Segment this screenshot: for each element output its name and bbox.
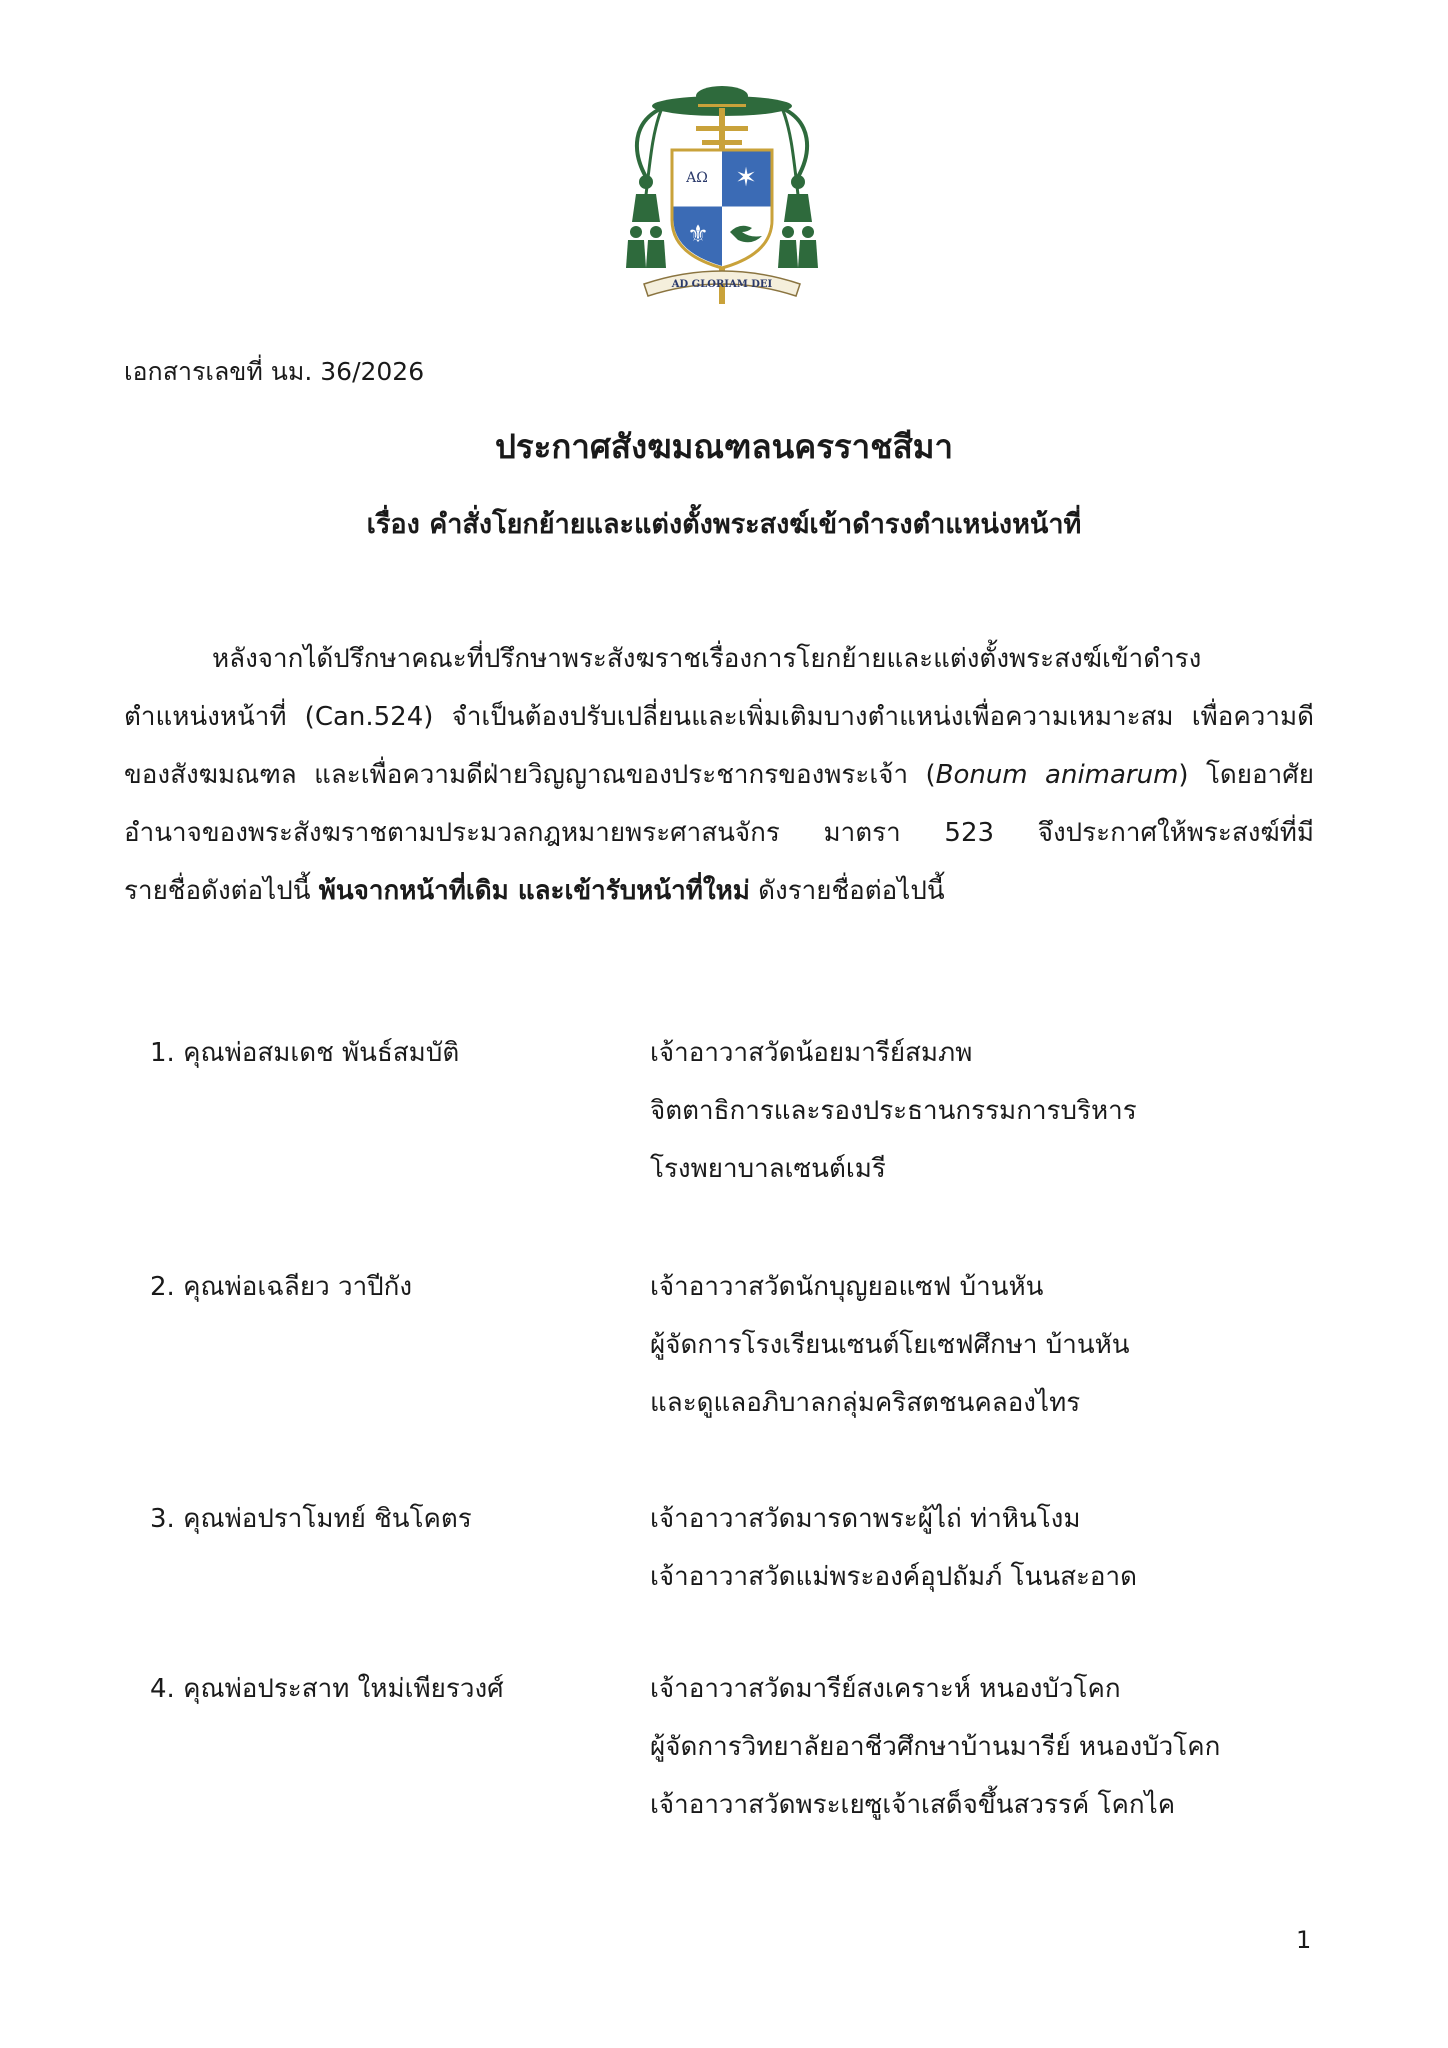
star-icon: ✶ [735,163,757,193]
priest-name: 4. คุณพ่อประสาท ใหม่เพียรวงศ์ [150,1674,504,1704]
role-line: ผู้จัดการโรงเรียนเซนต์โยเซฟศึกษา บ้านหัน [650,1330,1130,1360]
role-list [650,1490,1137,1606]
priest-name: 3. คุณพ่อปราโมทย์ ชินโคตร [150,1504,472,1534]
role-line: โรงพยาบาลเซนต์เมรี [650,1154,886,1184]
priest-name: 1. คุณพ่อสมเดช พันธ์สมบัติ [150,1038,460,1068]
role-line: เจ้าอาวาสวัดนักบุญยอแซฟ บ้านหัน [650,1272,1044,1302]
priest-name: 2. คุณพ่อเฉลียว วาปีกัง [150,1272,413,1302]
body-line-5: รายชื่อดังต่อไปนี้ พ้นจากหน้าที่เดิม และเข้ารับหน้าที่ใหม่ ดังรายชื่อต่อไปนี้ [124,876,945,906]
latin-term: Bonum animarum [935,760,1179,790]
body-paragraph [124,630,1314,920]
alpha-omega-text: AΩ [686,170,708,186]
bold-phrase: พ้นจากหน้าที่เดิม และเข้ารับหน้าที่ใหม่ [318,876,750,906]
role-line: จิตตาธิการและรองประธานกรรมการบริหาร [650,1096,1137,1126]
motto-text: AD GLORIAM DEI [671,279,773,290]
page-title: ประกาศสังฆมณฑลนครราชสีมา [494,427,954,466]
role-list [650,1660,1220,1834]
role-line: เจ้าอาวาสวัดแม่พระองค์อุปถัมภ์ โนนสะอาด [650,1562,1138,1592]
body-line-1: หลังจากได้ปรึกษาคณะที่ปรึกษาพระสังฆราชเรื่องการโยกย้ายและแต่งตั้งพระสงฆ์เข้าดำรง [212,644,1202,674]
fleur-de-lis-icon: ⚜ [687,220,709,248]
role-line: เจ้าอาวาสวัดมารดาพระผู้ไถ่ ท่าหินโงม [650,1504,1081,1534]
role-line: เจ้าอาวาสวัดพระเยซูเจ้าเสด็จขึ้นสวรรค์ โคกไค [650,1790,1176,1820]
document-number: เอกสารเลขที่ นม. 36/2026 [124,357,425,386]
role-line: เจ้าอาวาสวัดน้อยมารีย์สมภพ [650,1038,973,1068]
role-line: ผู้จัดการวิทยาลัยอาชีวศึกษาบ้านมารีย์ หนองบัวโคก [650,1732,1221,1762]
role-line: และดูแลอภิบาลกลุ่มคริสตชนคลองไทร [650,1388,1081,1418]
subject-line: เรื่อง คำสั่งโยกย้ายและแต่งตั้งพระสงฆ์เข้าดำรงตำแหน่งหน้าที่ [366,509,1082,540]
body-line-4: อำนาจของพระสังฆราชตามประมวลกฎหมายพระศาสนจักร มาตรา 523 จึงประกาศให้พระสงฆ์ที่มี [124,818,1314,848]
body-line-2: ตำแหน่งหน้าที่ (Can.524) จำเป็นต้องปรับเปลี่ยนและเพิ่มเติมบางตำแหน่งเพื่อความเหมาะสม เพื่อความดี [124,702,1314,732]
page-number: 1 [1296,1926,1312,1954]
coat-of-arms [622,82,822,314]
role-line: เจ้าอาวาสวัดมารีย์สงเคราะห์ หนองบัวโคก [650,1674,1121,1704]
body-line-3: ของสังฆมณฑล และเพื่อความดีฝ่ายวิญญาณของประชากรของพระเจ้า (Bonum animarum) โดยอาศัย [124,760,1314,790]
role-list [650,1258,1130,1432]
role-list [650,1024,1137,1198]
